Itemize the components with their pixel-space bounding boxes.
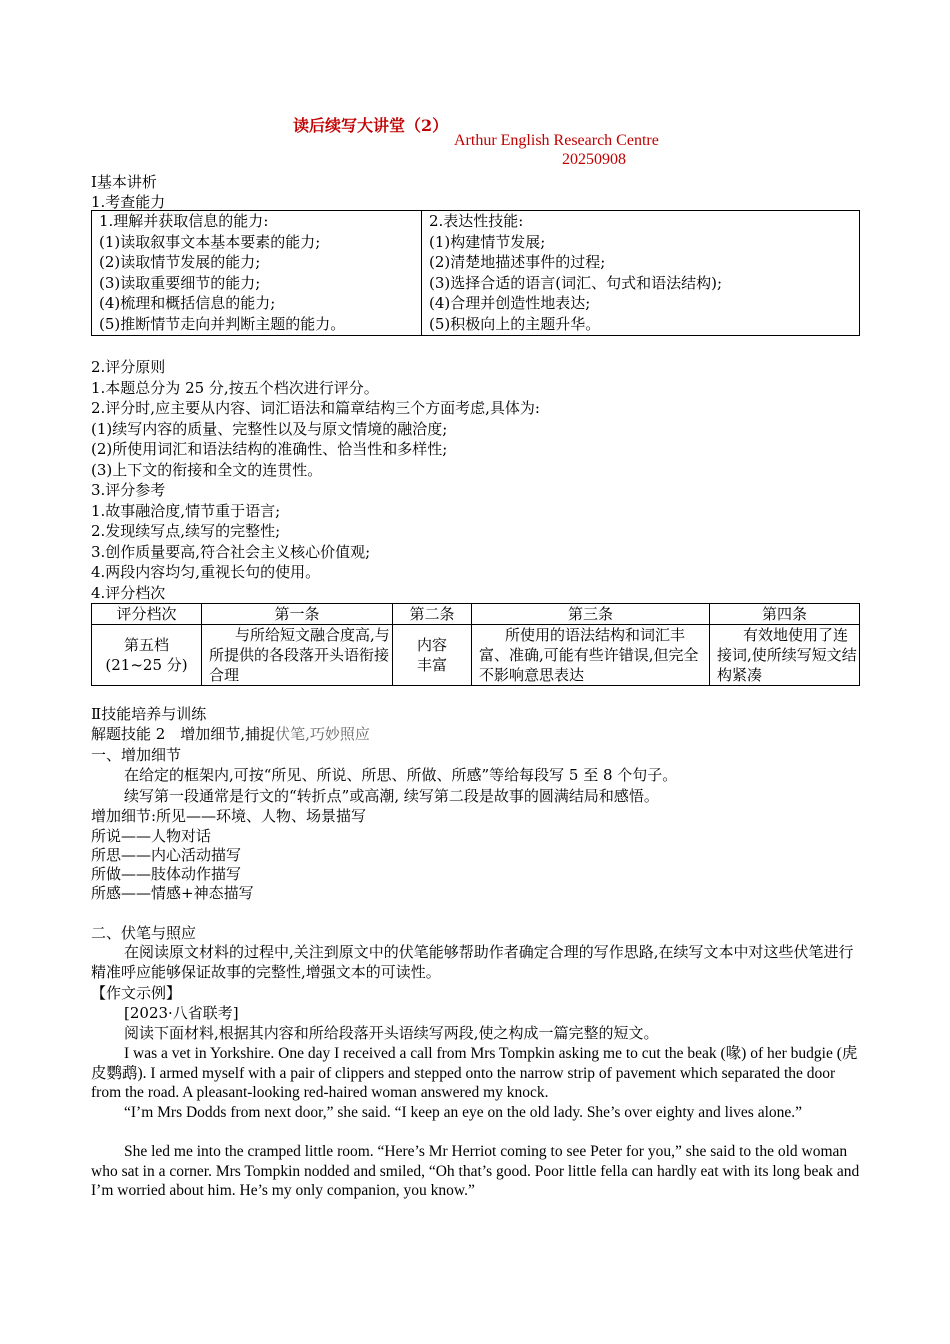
grade-header: 第三条 xyxy=(472,604,710,625)
grade-table xyxy=(91,603,860,686)
grade-criterion-2: 内容丰富 xyxy=(393,625,472,686)
ability-left-line: (2)读取情节发展的能力; xyxy=(99,253,261,272)
skill-title xyxy=(91,724,370,744)
ability-table xyxy=(91,210,860,336)
detail-item: 增加细节:所见——环境、人物、场景描写 xyxy=(91,807,367,825)
scoring-line: (1)续写内容的质量、完整性以及与原文情境的融洽度; xyxy=(91,420,448,438)
section-2-heading: Ⅱ技能培养与训练 xyxy=(91,705,207,723)
ability-right-cell xyxy=(422,211,860,336)
passage-paragraph: I was a vet in Yorkshire. One day I received a call from Mrs Tompkin asking me to cut the beak (喙) of her budgie (虎皮鹦鹉). I armed myself with a pair of clippers and stepped onto the narrow strip of pavement which separated the door from the road. A pleasant-looking red-haired woman answered my knock. xyxy=(91,1045,858,1101)
ability-left-line: (1)读取叙事文本基本要素的能力; xyxy=(99,232,321,251)
grade-criterion-4: 有效地使用了连接词,使所续写短文结构紧凑 xyxy=(710,625,860,686)
organization-name: Arthur English Research Centre xyxy=(454,132,659,149)
add-detail-paragraph: 在给定的框架内,可按“所见、所说、所思、所做、所感”等给每段写 5 至 8 个句子。 xyxy=(124,766,678,784)
grade-criterion-3: 所使用的语法结构和词汇丰富、准确,可能有些许错误,但完全不影响意思表达 xyxy=(472,625,710,686)
ability-right-line: (1)构建情节发展; xyxy=(429,232,546,251)
scoring-line: 2.评分时,应主要从内容、词汇语法和篇章结构三个方面考虑,具体为: xyxy=(91,399,540,417)
scoring-line: (3)上下文的衔接和全文的连贯性。 xyxy=(91,461,323,479)
add-detail-paragraph: 续写第一段通常是行文的“转折点”或高潮, 续写第二段是故事的圆满结局和感悟。 xyxy=(124,787,659,805)
foreshadow-title: 二、伏笔与照应 xyxy=(91,924,197,942)
scoring-line: 2.评分原则 xyxy=(91,358,166,376)
detail-item: 所感——情感+神态描写 xyxy=(91,884,254,902)
scoring-line: 4.评分档次 xyxy=(91,584,166,602)
grade-header: 第一条 xyxy=(202,604,393,625)
scoring-line: 2.发现续写点,续写的完整性; xyxy=(91,522,281,540)
ability-left-line: 1.理解并获取信息的能力: xyxy=(99,212,269,230)
scoring-line: 3.创作质量要高,符合社会主义核心价值观; xyxy=(91,543,371,561)
scoring-line: 4.两段内容均匀,重视长句的使用。 xyxy=(91,563,321,581)
section-1-heading: Ⅰ基本讲析 xyxy=(91,173,157,191)
scoring-line: 3.评分参考 xyxy=(91,481,166,499)
add-detail-title: 一、增加细节 xyxy=(91,746,182,764)
grade-header: 评分档次 xyxy=(92,604,202,625)
detail-item: 所做——肢体动作描写 xyxy=(91,865,242,883)
example-title: 【作文示例】 xyxy=(91,984,182,1002)
grade-range: (21~25 分) xyxy=(105,656,188,674)
document-date: 20250908 xyxy=(562,151,626,168)
skill-title-prefix: 解题技能 2 增加细节,捕捉 xyxy=(91,725,276,743)
passage-paragraph: “I’m Mrs Dodds from next door,” she said. “I keep an eye on the old lady. She’s over eighty and lives alone.” xyxy=(124,1104,803,1121)
exam-source: [2023·八省联考] xyxy=(124,1004,239,1022)
grade-header: 第二条 xyxy=(393,604,472,625)
ability-right-line: (3)选择合适的语言(词汇、句式和语法结构); xyxy=(429,273,723,292)
document-title: 读后续写大讲堂（2） xyxy=(293,116,449,135)
scoring-line: 1.故事融洽度,情节重于语言; xyxy=(91,502,281,520)
ability-right-line: 2.表达性技能: xyxy=(429,212,524,230)
grade-header: 第四条 xyxy=(710,604,860,625)
detail-item: 所思——内心活动描写 xyxy=(91,846,242,864)
foreshadow-paragraph: 在阅读原文材料的过程中,关注到原文中的伏笔能够帮助作者确定合理的写作思路,在续写文本中对这些伏笔进行精准呼应能够保证故事的完整性,增强文本的可读性。 xyxy=(91,943,854,981)
ability-left-cell xyxy=(92,211,422,336)
grade-level: 第五档 xyxy=(123,636,169,654)
passage-paragraph: She led me into the cramped little room. “Here’s Mr Herriot coming to see Peter for you,” she said to the old woman who sat in a corner. Mrs Tompkin nodded and smiled, “Oh that’s good. Poor little fella can hardly eat with its long beak and I’m worried about him. He’s my only companion, you know.” xyxy=(91,1143,860,1199)
ability-left-line: (5)推断情节走向并判断主题的能力。 xyxy=(99,314,346,333)
grade-level-cell xyxy=(92,625,202,686)
instruction: 阅读下面材料,根据其内容和所给段落开头语续写两段,使之构成一篇完整的短文。 xyxy=(124,1024,659,1042)
ability-right-line: (4)合理并创造性地表达; xyxy=(429,294,591,313)
ability-subheading: 1.考查能力 xyxy=(91,193,166,211)
ability-left-line: (3)读取重要细节的能力; xyxy=(99,273,261,292)
scoring-line: (2)所使用词汇和语法结构的准确性、恰当性和多样性; xyxy=(91,440,448,458)
ability-right-line: (2)清楚地描述事件的过程; xyxy=(429,253,606,272)
skill-title-highlight: 伏笔,巧妙照应 xyxy=(275,725,370,743)
detail-item: 所说——人物对话 xyxy=(91,827,212,845)
scoring-line: 1.本题总分为 25 分,按五个档次进行评分。 xyxy=(91,379,379,397)
ability-right-line: (5)积极向上的主题升华。 xyxy=(429,314,601,333)
ability-left-line: (4)梳理和概括信息的能力; xyxy=(99,294,276,313)
grade-criterion-1: 与所给短文融合度高,与所提供的各段落开头语衔接合理 xyxy=(202,625,393,686)
